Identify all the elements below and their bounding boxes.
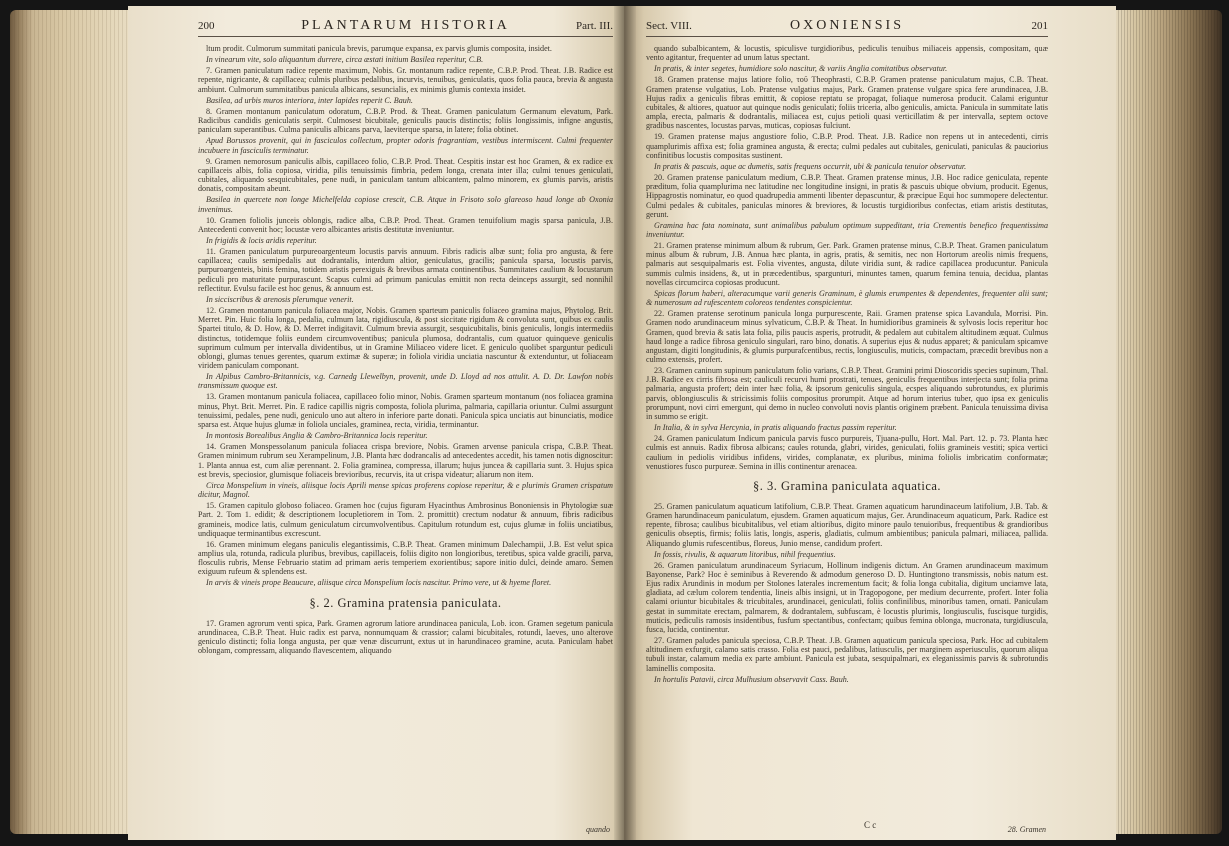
text-paragraph: In fossis, rivulis, & aquarum litoribus, nihil frequentius.: [654, 549, 836, 559]
right-page-text: [646, 44, 1048, 686]
running-title-left: PLANTARUM HISTORIA: [301, 18, 510, 33]
text-paragraph: 22. Gramen pratense serotinum panicula longa purpurescente, Raii. Gramen pratense spica Lavandula, Morrisi. Pin. Gramen nodo arundinaceum minus sylvaticum, C.B.P. & Theat. In humidioribus gramineis & sylvosis locis reperitur hoc Gramen, quod brevia & satis lata folia, pilis paucis asperis, protrudit, & pedalem aut cubitalem altitudinem æquat. Culmus haud longe a radice fibrosa geniculo singulari, raro bino, donatis. A superius ejus & nudus apparet; & paniculam spicamve angustam, digiti longitudinis, & glumis purpurafcentibus, rectis, longiusculis, muticis, compactam, præcedit brevibus non a culmo extensis, profert.: [646, 309, 1048, 364]
text-paragraph: 13. Gramen montanum panicula foliacea, capillaceo folio minor, Nobis. Gramen sparteum montanum (nos foliacea gramina minus, Phyt. Brit. Merret. Pin. E radice capillis nigris composta, foliola plurima, palmaria, capillaria oriuntur. Culmi assurgunt tenuissimi, pedales, pene nudi, geniculo uno aut altero in inferiore parte donati. Panicula spica unciatis aut binunciatis, modice sparsa est. Atque hujus glumæ in foliola unciales, graminea, recta, viridia, terminantur.: [198, 392, 613, 429]
text-paragraph: In hortulis Patavii, circa Mulhusium observavit Cass. Bauh.: [654, 674, 849, 684]
text-paragraph: In Alpibus Cambro-Britannicis, v.g. Carnedg Llewelbyn, provenit, unde D. Lloyd ad nos attulit. A. D. Dr. Lawfon nobis transmissum quoque est.: [198, 372, 613, 391]
text-paragraph: 8. Gramen montanum paniculatum odoratum, C.B.P. Prod. & Theat. Gramen paniculatum Germanum elevatum, Park. Radicibus candidis geniculatis serpit. Culmosest bicubitale, geniculis paucis distinctis; foliis longissimis, infigne angustis, paniculam superantibus. Culma paniculis albicans parva, laeviterque sparsa, in latere; folia obtinet.: [198, 106, 613, 135]
left-page-text: [198, 44, 613, 657]
text-paragraph: 25. Gramen paniculatum aquaticum latifolium, C.B.P. Theat. Gramen aquaticum harundinaceum latifolium, J.B. Tab. & Gramen harundinaceum paniculatum, ejusdem. Gramen aquaticum majus, Ger. Arundinaceum aquaticum, Park. Radice est repente, fibrosa; caulibus bicubitalibus, vel etiam altioribus, digito minore paulo tenuioribus, frequentibus & grandioribus geniculis obseptis, firmis; foliis latis, longis, asperis, gladiatis, culmum ambientibus; panicula palmari, miliacea, pallida. Aliquando glumis rufescentibus, floreus, Junio mense, candidum profert.: [646, 501, 1048, 548]
text-paragraph: Basilea in quercete non longe Michelfelda copiose crescit, C.B. Atque in Frisoto solo glareoso haud longe ab Oxonia invenimus.: [198, 195, 613, 214]
text-paragraph: 27. Gramen paludes panicula speciosa, C.B.P. Theat. J.B. Gramen aquaticum panicula speciosa, Park. Hoc ad cubitalem altitudinem exfurgit, calamo satis crasso. Folia est pauci, pedalibus, latiusculis, per marginem asperiusculis, quorum aliqua tubuli instar, calamum media ex parte ambiunt. Panicula est jubata, sesquipalmari, ex eleganissimis parvis & subrotundis laminellis composita.: [646, 636, 1048, 673]
section-label: Sect. VIII.: [646, 20, 692, 32]
section-heading: §. 2. Gramina pratensia paniculata.: [309, 595, 502, 610]
text-paragraph: Circa Monspelium in vineis, aliisque locis Aprili mense spicas proferens copiose reperitur, & e plurimis Gramen crispatum dicitur, Magnol.: [198, 480, 613, 500]
text-paragraph: In vinearum vite, solo aliquantum durrere, circa æstati initium Basilea reperitur, C.B.: [206, 55, 484, 65]
text-paragraph: 24. Gramen paniculatum Indicum panicula parvis fusco purpureis, Tjuana-pullu, Hort. Mal. Part. 12. p. 73. Planta hæc culmis est annuis. Radix fibrosa albicans; caules rotunda, glabri, virides, geniculati, foliis gramineis vestiti; spica vertici caulium in pediolis viridibus infidens, virides, complanatæ, ex pluribus, minima foliolis imbricatim conformatæ; venustiores fusco purpureæ. Semina in illis continentur arenacea.: [646, 434, 1048, 471]
text-paragraph: 12. Gramen montanum panicula foliacea major, Nobis. Gramen sparteum paniculis foliaceo gramina majus, Phytolog. Brit. Merret. Pin. Huic folia longa, pedalia, culmum lata, rigidiuscula, & post siccitate rigidum & convoluta sunt, quibus ex caulis Spartei titulo, & D. How, & D. Merret indigitavit. Culmum brevia assurgit, sesquicubitalis, binis geniculis, longis intermediis distinctus, totidemque foliis eundem circumvoventibus; panicula plumosa, dodrantalis, cum quatuor quinqueve geniculis suprimum culmum per intervalla dividentibus, ut in Gramine Miliaceo videre licet. E geniculo quolibet sparguntur pediculi oblongi, glumas tenues gerentes, quarum extimæ & superæ; in foliola viridia unciatia nascuntur & extenduntur, ut foliaceam viridem paniculam componant.: [198, 306, 613, 370]
text-paragraph: 17. Gramen agrorum venti spica, Park. Gramen agrorum latiore arundinacea panicula, Lob. icon. Gramen segetum panicula arundinacea, C.B.P. Theat. Huic radix est parva, nonnumquam & crassior; calami bicubitales, rotundi, laeves, uno alterove geniculo distincti; folia longa angusta, per quæ venæ discurrunt, extus ut in harundinaceo gramine, acuta. Paniculam habet oblongam, compressam, aliquando flavescentem, aliquando: [198, 618, 613, 656]
text-paragraph: 11. Gramen paniculatum purpureoargenteum locustis parvis annuum. Fibris radicis albæ sunt; folia pro angusta, & fere capillacea; caulis semipedalis aut dodrantalis, interdum altior, geniculatus, gracilis; panicula sparsa, locustis parvis, purpuroargenteis, binis femina, totidem aristis perexiguis & brevibus armata continentibus. Summitates caulium & locustarum pediculi pro maturitate purpurascunt. Scapus culmi ad primum paniculas emittit non recta deinceps assurgit, sed nonnihil reflectitur. Evulsu facile est hoc genus, & annuum est.: [198, 247, 613, 293]
header-rule-right: [646, 36, 1048, 37]
left-running-head: [198, 18, 613, 34]
text-paragraph: In frigidis & locis aridis reperitur.: [206, 235, 317, 245]
text-paragraph: 9. Gramen nemorosum paniculis albis, capillaceo folio, C.B.P. Prod. Theat. Cespitis instar est hoc Gramen, & ex radice ex capillaceis albis, folia copiosa, viridia, pilis tenuissimis fimbria, pedem longa, crenata inter illa; culmi tenues geniculati, cubitales, aliquando sesquicubitales, pene nudi, in paniculam tantum albicantem, palmo minorem, ex glumis parvis, aristis donatis, compositam abeunt.: [198, 156, 613, 194]
open-book: [10, 6, 1222, 840]
text-paragraph: 21. Gramen pratense minimum album & rubrum, Ger. Park. Gramen pratense minus, C.B.P. Theat. Gramen paniculatum minus album & rubrum, J.B. Annua hæc planta, in agris, pratis, & semitis, nec non Hortorum areolis nimis frequens, palmaris aut sesquipalmaris est. Folia viventes, angusta, dilute viridia sunt, & radice capillacea producuntur. Panicula summis culmis insidens, &, ut in præcedentibus, spargunturi, minuntes tamen, quarum femina tenuia, decidua, plantas novellas circumcirca copiosas producunt.: [646, 241, 1048, 287]
left-page-edges: [10, 10, 138, 834]
signature-mark: C c: [864, 820, 877, 830]
right-running-head: [646, 18, 1048, 34]
text-paragraph: 23. Gramen caninum supinum paniculatum folio varians, C.B.P. Theat. Gramini primi Dioscoridis species supinum, Thal. J.B. Radice ex cirris fibrosa est; cauliculi recurvi humi prostrati, tenues, geniculis frequentibus interjecta sunt; folia prima palmaria, angusta profert; dein inter hæc folia, & ipsorum geniculis singula, ecspes aliquando subrotundus, ex plurimis parvis, oblongiusculis & stricissimis foliis compositus prorumpit. Atque ad horum interius tuber, quo ipsa ex geniculis prorumpunt, novi cirri emergunt, qui demo in nucleo convoluti novis plantis originem præbent. Panicula tenuissima divisa in summo se erigit.: [646, 366, 1048, 421]
text-paragraph: quando subalbicantem, & locustis, spiculisve turgidioribus, pediculis tenuibus miliaceis appensis, compositam, quæ vento agitantur, frequenter ad unum latus spectant.: [646, 44, 1048, 63]
left-page: [128, 6, 628, 840]
text-paragraph: In Italia, & in sylva Hercynia, in pratis aliquando fractus passim reperitur.: [654, 423, 897, 433]
text-paragraph: Basilea, ad urbis muros interiora, inter lapides reperit C. Bauh.: [206, 95, 413, 105]
text-paragraph: 14. Gramen Monspessolanum panicula foliacea crispa breviore, Nobis. Gramen arvense panicula crispa, C.B.P. Theat. Gramen minimum rubrum seu Xerampelinum, J.B. Planta hæc dodrancalis ad antecedentes accedit, his tamen notis dignoscitur: 1. Planta annua est, cum aliæ perennant. 2. Folia graminea, compressa, illarum; hujus juncea & capillaria sunt. 3. Hujus spica est brevis, speciosior, glumisque foliaceis brevioribus, recurvis, ita ut crispa videatur; aliarum non item.: [198, 442, 613, 479]
text-paragraph: In montosis Borealibus Anglia & Cambro-Britannica locis reperitur.: [206, 431, 428, 441]
text-paragraph: 15. Gramen capitulo globoso foliaceo. Gramen hoc (cujus figuram Hyacinthus Ambrosinus Bononiensis in Phytologiæ suæ Part. 2. Tom 1. edidit; & descriptionem locupletiorem in Tom. 2. promittit) crectum nodatur & annuum, fibris radicibus gramineis, modice latis, culmum geniculatum circumvolventibus. Capitulum rotundum est, cujus glumæ in foliis unciatibus, undiquaque terminantibus excrescunt.: [198, 501, 613, 538]
book-gutter: [614, 6, 636, 840]
text-paragraph: In pratis, & inter segetes, humidiore solo nascitur, & variis Anglia comitatibus observatur.: [654, 64, 948, 74]
right-page: [624, 6, 1116, 840]
text-paragraph: 10. Gramen foliolis junceis oblongis, radice alba, C.B.P. Prod. Theat. Gramen tenuifolium magis sparsa panicula, J.B. Antecedenti convenit hoc; locustæ vero albicantes aristis destitutæ inveniuntur.: [198, 215, 613, 234]
header-rule-left: [198, 36, 613, 37]
text-paragraph: Spicas florum haberi, alteracumque varii generis Graminum, è glumis erumpentes & dependentes, frequenter alii sunt; & numerosum ad rufescentem coloreos tendentes conspicientur.: [646, 288, 1048, 308]
text-paragraph: 19. Gramen pratense majus angustiore folio, C.B.P. Prod. Theat. J.B. Radice non repens ut in antecedenti, cirris quamplurimis affixa est; folia graminea angusta, & erecta; culmi pedales aut cubitales, geniculati, paniculas & pauciorius confinitibus locustis compositas sustinent.: [646, 132, 1048, 160]
text-paragraph: 18. Gramen pratense majus latiore folio, τοῦ Theophrasti, C.B.P. Gramen pratense paniculatum majus, C.B. Theat. Gramen pratense vulgatius, Lob. Pratense vulgatius majus, Park. Gramen pratense vulgare spica fere arundinacea, J.B. Hujus radix a geniculis fibras emittit, & copiose reptatu se propagat, foliaque numerosa producit. Calami eriguntur cubitales, & altiores, quatuor aut quinque nodis geniculati; foliis triceria, albo geniculis, amicta. Panicula in summitate latis ampla, erecta, palmaris & dodrantalis, miliacea est, cujus petioli quasi verticillatim & per intervalla, septem octove gradibus nascentes, locustas parvas, muticas, copiosas fulciunt.: [646, 75, 1048, 131]
text-paragraph: 26. Gramen paniculatum arundinaceum Syriacum, Hollinum indigenis dictum. An Gramen arundinaceum maximum Bayonense, Park? Hoc è seminibus à Reverendo & admodum generoso D. D. Huntingtono transmissis, nobis natum est. Ejus radix Arundinis in modum per Stolones laterales incrementum facit; & folia longa cubitalia, digitum unciamve lata, gladiata, ad cælum colorem tendentia, lineis albis insigni, ut in Tragopogone, per medium decurrente, profert. Inter folia calami oriuntur bicubitales & tricubitales, arundinacei, geniculati, foliis confinilibus, minoribus tamen, ornati. Paniculam gestat in summitate erectam, palmarem, & dodrantalem, subfuscam, è locustis plurimis, longiusculis, fuscisque turgidis, muticis, pediculis ramosis insidentibus, fusfum spectantibus, confectam; quibus femina oblonga, mucronata, turgidiuscula, fusca, lucida, continentur.: [646, 560, 1048, 634]
running-title-right: OXONIENSIS: [790, 18, 904, 33]
text-paragraph: In pratis & pascuis, aque ac dumetis, satis frequens occurrit, ubi & panicula tenuior observatur.: [654, 161, 967, 171]
text-paragraph: Gramina hac fata nominata, sunt animalibus pabulum optimum suppeditant, tria Crementis benefico frequentissima inveniuntur.: [646, 220, 1048, 239]
section-heading: §. 3. Gramina paniculata aquatica.: [752, 478, 942, 493]
text-paragraph: In sicciscribus & arenosis plerumque venerit.: [206, 294, 354, 304]
catchword-left: quando: [586, 825, 610, 834]
text-paragraph: In arvis & vineis prope Beaucure, aliisque circa Monspelium locis nascitur. Primo vere, ut & hyeme floret.: [206, 578, 552, 588]
text-paragraph: ltum prodit. Culmorum summitati panicula brevis, parumque expansa, ex parvis glumis composita, insidet.: [206, 44, 552, 53]
text-paragraph: 20. Gramen pratense paniculatum medium, C.B.P. Theat. Gramen pratense minus, J.B. Hoc radice geniculata, repente præditum, folia quamplurima nec latitudine nec longitudine insigni, in pratis & pascuis ubique obvium, producit. Egenus, Hippagrostis nominatur, eo quod quadrupedia ammenti libenter depascuntur, & præcipue Equi hoc summopere delectentur. Culmi pedales & cubitales, paniculas minores & breviores, & locustis turgidioribus confectas, etiam aristis destitutas, gerunt.: [646, 173, 1048, 219]
part-label: Part. III.: [576, 20, 613, 32]
text-paragraph: 16. Gramen minimum elegans paniculis elegantissimis, C.B.P. Theat. Gramen minimum Dalechampii, J.B. Est velut spica amplius ula, rotunda, radicula pluribus, brevibus, capillaceis, foliis digito non longioribus, teretibus, spica valde gracili, parva, flosculis rubris, Mense Februario statim ad primam aeris temperiem exorientibus; sapore initio dulci, deinde amaro. Semen exiguum rufeum & splendens est.: [198, 539, 613, 577]
catchword-right: 28. Gramen: [1007, 825, 1046, 834]
text-paragraph: 7. Gramen paniculatum radice repente maximum, Nobis. Gr. montanum radice repente, C.B.P. Prod. Theat. J.B. Radice est repente, nigricante, & capillacea; culmis pluribus pedalibus, incurvis, tenuibus, geniculatis, quos folia pauca, brevia & angusta ambiunt. Culmorum summitatibus panicula albicans, sesuncialis, ex minimis glumis contexta insidet.: [198, 66, 613, 94]
right-page-edges: [1112, 10, 1222, 834]
page-number-left: 200: [198, 20, 215, 32]
text-paragraph: Apud Borussos provenit, qui in fasciculos collectum, propter odoris fragrantiam, vestibus intermiscent. Culmi frequenter incubuere in fasciculis terminatur.: [198, 136, 613, 155]
page-number-right: 201: [1031, 20, 1048, 32]
